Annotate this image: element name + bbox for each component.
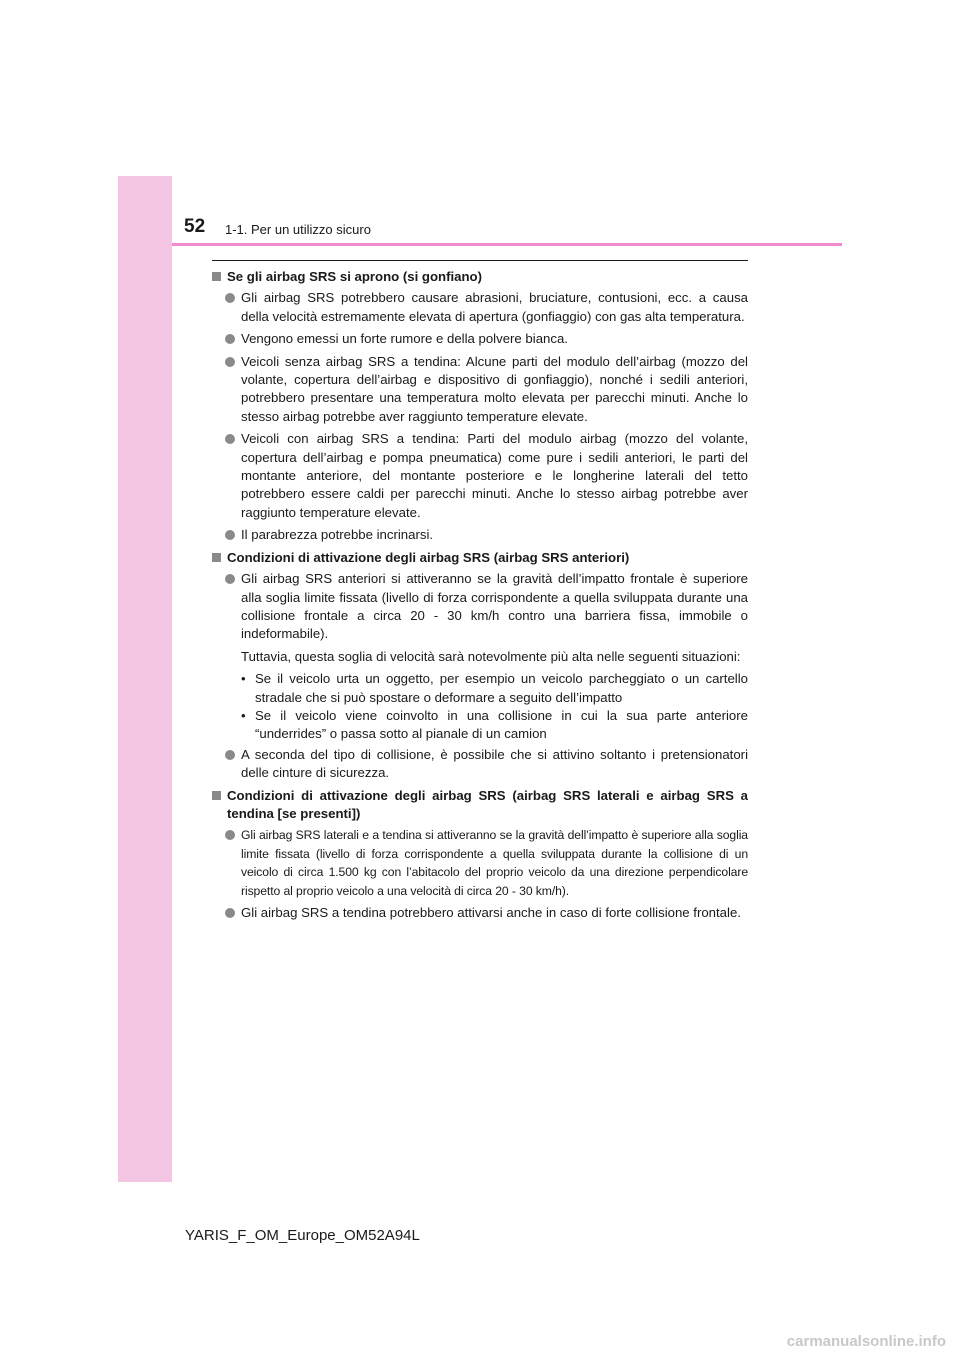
section-title: 1-1. Per un utilizzo sicuro [225, 222, 371, 237]
watermark: carmanualsonline.info [786, 1333, 946, 1350]
list-item-text: Gli airbag SRS a tendina potrebbero attivarsi anche in caso di forte collisione frontale. [241, 905, 741, 920]
list-item [211, 570, 748, 644]
list-item-text: Vengono emessi un forte rumore e della polvere bianca. [241, 331, 568, 347]
round-bullet-icon [225, 357, 235, 367]
square-bullet-icon [212, 553, 221, 562]
page-sidebar-tab [118, 176, 172, 1182]
page-number: 52 [184, 216, 206, 237]
heading-text: Condizioni di attivazione degli airbag SRS (airbag SRS laterali e airbag SRS a tendina [se presenti]) [227, 787, 748, 821]
list-item-text: A seconda del tipo di collisione, è possibile che si attivino soltanto i pretensionatori delle cinture di sicurezza. [241, 746, 748, 781]
dot-bullet-icon: • [241, 707, 246, 723]
list-item [211, 746, 748, 783]
list-item [211, 330, 748, 348]
round-bullet-icon [225, 434, 235, 444]
square-bullet-icon [212, 272, 221, 281]
sub-list-item [241, 670, 748, 707]
list-item-text: Veicoli senza airbag SRS a tendina: Alcune parti del modulo dell’airbag (mozzo del volante, copertura dell’airbag e dispositivo di gonfiaggio), nonché i sedili anteriori, potrebbero presentare una temperatura molto elevata per parecchi minuti. Anche lo stesso airbag potrebbe aver raggiunto temperature elevate. [241, 353, 748, 424]
list-item-text: Gli airbag SRS anteriori si attiveranno se la gravità dell’impatto frontale è superiore alla soglia limite fissata (livello di forza corrispondente a quella sviluppata durante una collisione frontale a circa 20 - 30 km/h contro una barriera fissa, immobile o indeformabile). [241, 571, 748, 642]
list-item [211, 289, 748, 326]
round-bullet-icon [225, 750, 235, 760]
list-item [211, 526, 748, 544]
sub-list-item-text: Se il veicolo viene coinvolto in una collisione in cui la sua parte anteriore “underrides” o passa sotto al pianale di un camion [255, 707, 748, 742]
section-heading [211, 787, 748, 824]
list-item [211, 826, 748, 900]
section-heading [211, 549, 748, 567]
list-item-text: Veicoli con airbag SRS a tendina: Parti del modulo airbag (mozzo del volante, copertura dell’airbag e pompa pneumatica) come pure i sedili anteriori, le parti del montante anteriore, del montante posteriore e le longherine laterali del tetto potrebbero essere caldi per parecchi minuti. Anche lo stesso airbag potrebbe aver raggiunto temperature elevate. [241, 431, 748, 520]
heading-text: Condizioni di attivazione degli airbag SRS (airbag SRS anteriori) [227, 549, 630, 565]
section-heading [211, 268, 748, 286]
round-bullet-icon [225, 293, 235, 303]
list-item-text: Gli airbag SRS potrebbero causare abrasioni, bruciature, contusioni, ecc. a causa della velocità estremamente elevata di apertura (gonfiaggio) con gas alta temperatura. [241, 290, 748, 324]
square-bullet-icon [212, 791, 221, 800]
continuation-paragraph: Tuttavia, questa soglia di velocità sarà notevolmente più alta nelle seguenti situazioni: [241, 648, 741, 664]
sub-list-item-text: Se il veicolo urta un oggetto, per esempio un veicolo parcheggiato o un cartello stradale che si può spostare o deformare a seguito dell’impatto [255, 671, 748, 705]
heading-text: Se gli airbag SRS si aprono (si gonfiano) [227, 269, 482, 284]
round-bullet-icon [225, 908, 235, 918]
page-content [211, 268, 748, 926]
header-rule [172, 243, 842, 246]
list-item-text: Il parabrezza potrebbe incrinarsi. [241, 527, 434, 543]
round-bullet-icon [225, 334, 235, 344]
round-bullet-icon [225, 574, 235, 584]
round-bullet-icon [225, 530, 235, 540]
list-item-text: Gli airbag SRS laterali e a tendina si attiveranno se la gravità dell’impatto è superiore alla soglia limite fissata (livello di forza corrispondente a quella sviluppata durante la collisione di un veicolo di circa 1.500 kg con l’abitacolo del proprio veicolo da una direzione perpendicolare rispetto al proprio veicolo a una velocità di circa 20 - 30 km/h). [241, 828, 748, 898]
content-rule [212, 260, 748, 261]
document-footer-code: YARIS_F_OM_Europe_OM52A94L [185, 1227, 420, 1244]
list-item [211, 904, 748, 922]
list-item [211, 430, 748, 522]
sub-list-item [241, 707, 748, 744]
dot-bullet-icon: • [241, 671, 246, 687]
list-item [211, 353, 748, 427]
round-bullet-icon [225, 830, 235, 840]
